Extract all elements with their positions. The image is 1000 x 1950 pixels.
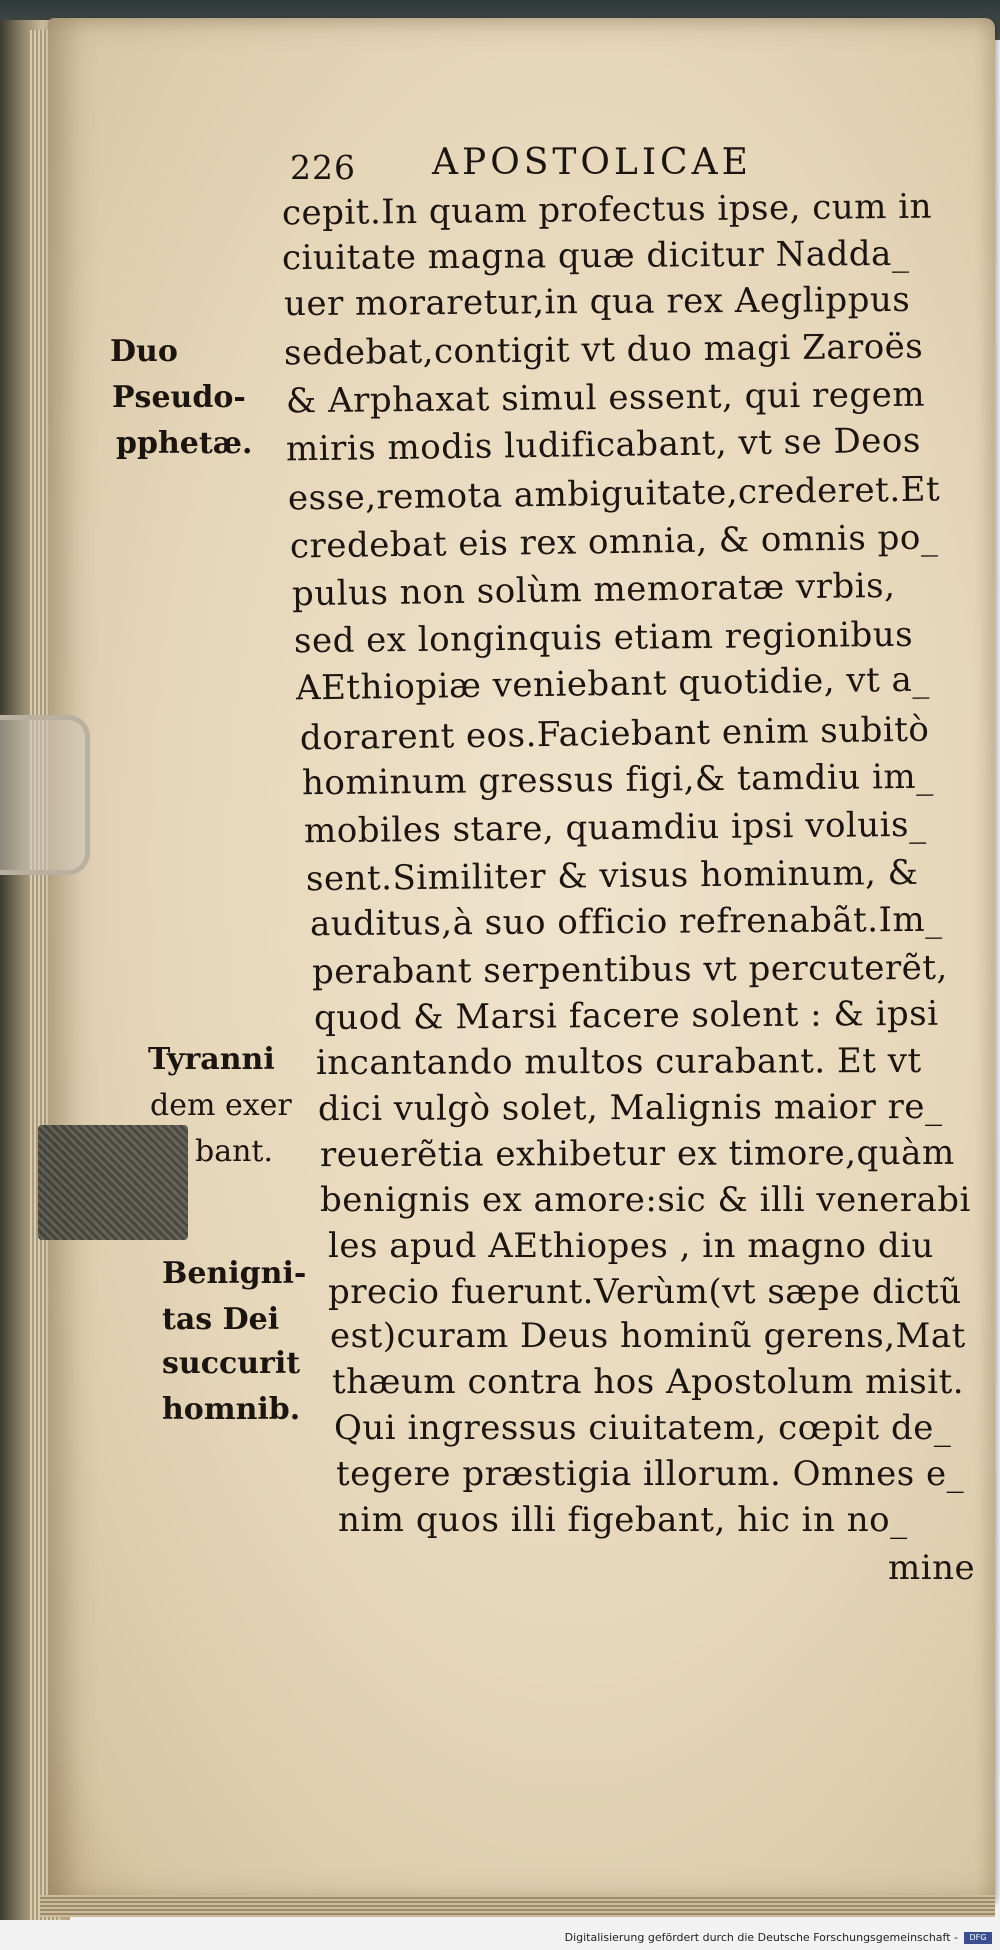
body-line: reuerẽtia exhibetur ex timore,quàm xyxy=(319,1132,955,1176)
body-line: esse,remota ambiguitate,crederet.Et xyxy=(287,469,941,519)
body-line: dici vulgò solet, Malignis maior re_ xyxy=(317,1086,943,1130)
page-number: 226 xyxy=(290,148,356,187)
body-line: quod & Marsi facere solent : & ipsi xyxy=(313,993,939,1039)
body-line: tegere præstigia illorum. Omnes e_ xyxy=(336,1454,965,1494)
body-line: thæum contra hos Apostolum misit. xyxy=(332,1362,965,1402)
body-line: auditus,à suo officio refrenabãt.Im_ xyxy=(309,899,943,945)
body-line: precio fuerunt.Verùm(vt sæpe dictũ xyxy=(328,1272,962,1312)
body-line: miris modis ludificabant, vt se Deos xyxy=(285,420,922,470)
margin-note: pphetæ. xyxy=(116,426,253,461)
body-line: pulus non solùm memoratæ vrbis, xyxy=(291,565,896,615)
body-line: sedebat,contigit vt duo magi Zaroës xyxy=(283,326,924,374)
body-line: les apud AEthiopes , in magno diu xyxy=(328,1226,934,1266)
body-line: Qui ingressus ciuitatem, cœpit de_ xyxy=(334,1408,952,1448)
footer-credit xyxy=(0,1925,1000,1950)
page-bottom-edge xyxy=(40,1895,995,1917)
body-line: dorarent eos.Faciebant enim subitò xyxy=(299,709,930,759)
body-line: benignis ex amore:sic & illi venerabi xyxy=(320,1180,971,1220)
body-line: mobiles stare, quamdiu ipsi voluis_ xyxy=(303,804,927,852)
body-line: sent.Similiter & visus hominum, & xyxy=(305,852,919,900)
body-line: AEthiopiæ veniebant quotidie, vt a_ xyxy=(295,659,931,709)
body-line: incantando multos curabant. Et vt xyxy=(315,1040,922,1084)
margin-note: succurit xyxy=(162,1346,301,1381)
body-line: nim quos illi figebant, hic in no_ xyxy=(338,1500,908,1540)
metal-clasp xyxy=(0,715,90,875)
margin-note: bant. xyxy=(195,1134,274,1169)
margin-note: homnib. xyxy=(162,1392,301,1427)
margin-note: Duo xyxy=(110,334,178,369)
margin-note: tas Dei xyxy=(162,1302,280,1337)
margin-note: Benigni- xyxy=(162,1256,307,1291)
margin-note: dem exer xyxy=(150,1088,292,1123)
body-line: est)curam Deus hominũ gerens,Mat xyxy=(330,1316,966,1356)
body-line: mine xyxy=(888,1548,976,1588)
body-line: credebat eis rex omnia, & omnis po_ xyxy=(289,517,939,567)
body-line: ciuitate magna quæ dicitur Nadda_ xyxy=(281,233,910,279)
body-line: & Arphaxat simul essent, qui regem xyxy=(285,374,926,422)
body-line: hominum gressus figi,& tamdiu im_ xyxy=(301,756,934,804)
margin-note: Pseudo- xyxy=(112,380,246,415)
running-title: APOSTOLICAE xyxy=(432,142,752,183)
fabric-patch xyxy=(38,1125,188,1240)
dfg-logo: DFG xyxy=(964,1932,992,1944)
margin-note: Tyranni xyxy=(148,1042,275,1077)
body-line: sed ex longinquis etiam regionibus xyxy=(293,614,914,662)
body-line: uer moraretur,in qua rex Aeglippus xyxy=(283,279,911,325)
credit-text: Digitalisierung gefördert durch die Deutsche Forschungsgemeinschaft - xyxy=(564,1931,958,1944)
body-line: cepit.In quam profectus ipse, cum in xyxy=(281,186,933,234)
body-line: perabant serpentibus vt percuterẽt, xyxy=(311,947,948,993)
